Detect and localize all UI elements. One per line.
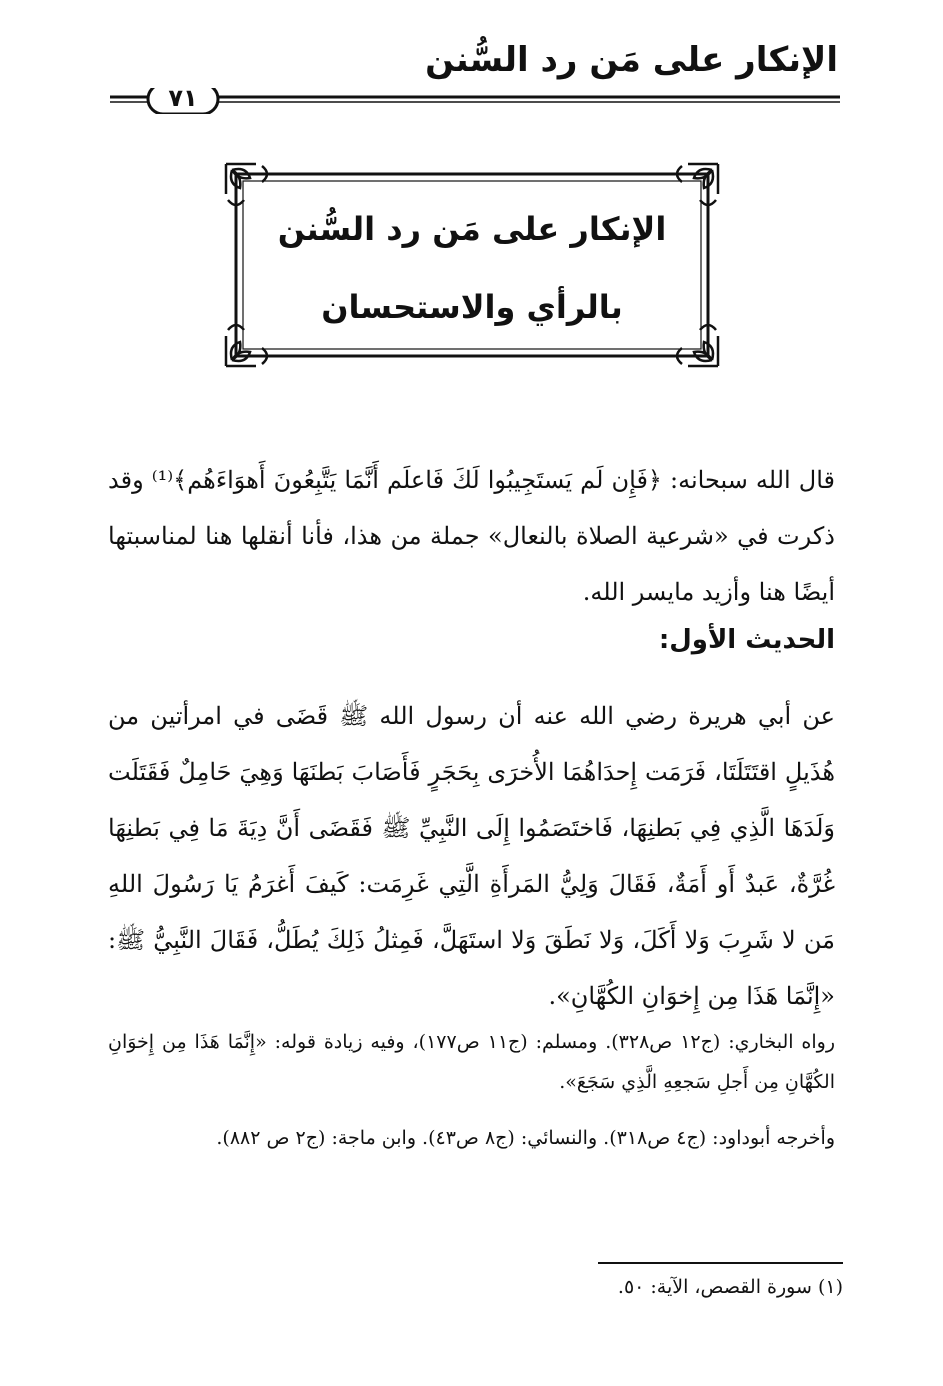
footnote-separator bbox=[598, 1262, 843, 1264]
page-number: ٧١ bbox=[168, 84, 198, 112]
takhrij-note-1: رواه البخاري: (ج١٢ ص٣٢٨). ومسلم: (ج١١ ص١٧٧)، وفيه زيادة قوله: «إِنَّمَا هَذَا مِن إِخوَانِ الكُهَّانِ مِن أَجلِ سَجعِهِ الَّذِي سَجَعَ». bbox=[108, 1031, 836, 1093]
title-frame bbox=[222, 190, 722, 346]
chapter-title-line2: بالرأي والاستحسان bbox=[321, 288, 623, 326]
takhrij-note-2: وأخرجه أبوداود: (ج٤ ص٣١٨). والنسائي: (ج٨ ص٤٣). وابن ماجة: (ج٢ ص ٨٨٢). bbox=[216, 1127, 835, 1149]
header-rule bbox=[110, 88, 840, 114]
footnote: (١) سورة القصص، الآية: ٥٠. bbox=[617, 1276, 843, 1298]
chapter-title-line1: الإنكار على مَن رد السُّنن bbox=[277, 210, 667, 248]
running-title: الإنكار على مَن رد السُّنن bbox=[425, 40, 838, 80]
intro-paragraph: قال الله سبحانه: ﴿فَإِن لَم يَستَجِيبُوا لَكَ فَاعلَم أَنَّمَا يَتَّبِعُونَ أَهوَاءَهُم﴾⁽¹⁾ وقد ذكرت في «شرعية الصلاة بالنعال» جملة من هذا، فأنا أنقلها هنا لمناسبتها أيضًا هنا وأزيد مايسر الله. bbox=[108, 466, 835, 606]
hadith-paragraph: عن أبي هريرة رضي الله عنه أن رسول الله ﷺ قَضَى في امرأتين من هُذَيلٍ اقتَتَلَتَا، فَرَمَت إِحدَاهُمَا الأُخرَى بِحَجَرٍ فَأَصَابَ بَطنَهَا وَهِيَ حَامِلٌ فَقَتَلَت وَلَدَهَا الَّذِي فِي بَطنِهَا، فَاختَصَمُوا إِلَى النَّبِيِّ ﷺ فَقَضَى أَنَّ دِيَةَ مَا فِي بَطنِهَا غُرَّةٌ، عَبدٌ أَو أَمَةٌ، فَقَالَ وَلِيُّ المَرأَةِ الَّتِي غَرِمَت: كَيفَ أَغرَمُ يَا رَسُولَ اللهِ مَن لا شَرِبَ وَلا أَكَلَ، وَلا نَطَقَ وَلا استَهَلَّ، فَمِثلُ ذَلِكَ يُطَلُّ، فَقَالَ النَّبِيُّ ﷺ: «إِنَّمَا هَذَا مِن إِخوَانِ الكُهَّانِ». bbox=[108, 702, 835, 1010]
hadith-heading: الحديث الأول: bbox=[658, 625, 835, 655]
